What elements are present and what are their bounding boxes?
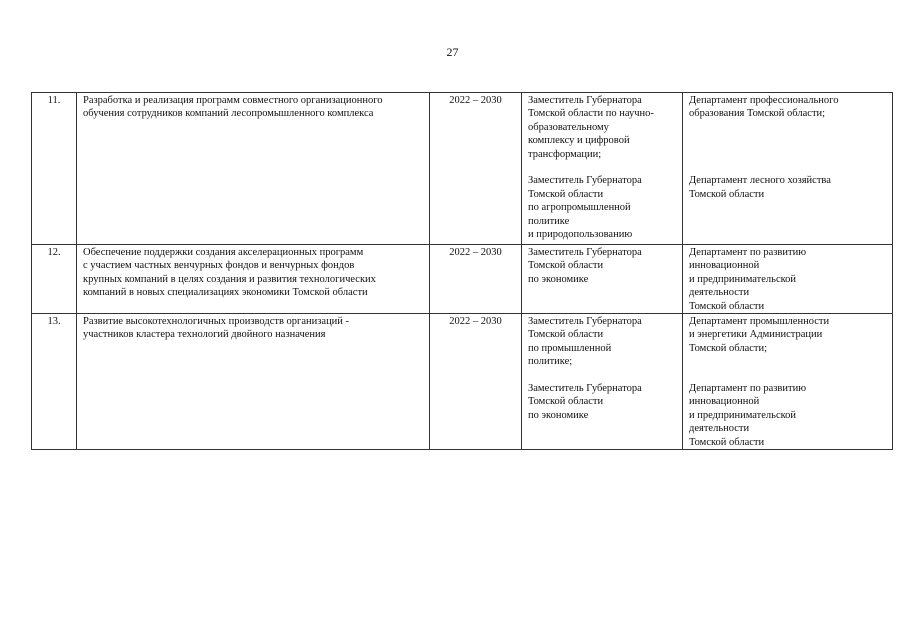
term-cell: 2022 – 2030 xyxy=(430,245,522,314)
curator-text: Заместитель Губернатора xyxy=(528,247,642,258)
curator-text: Томской области xyxy=(528,260,604,272)
curator-text: и природопользованию xyxy=(528,229,633,241)
executor-cell xyxy=(683,245,893,314)
task-text: участников кластера технологий двойного назначения xyxy=(83,329,326,341)
executor-cell xyxy=(683,93,893,245)
task-text: обучения сотрудников компаний лесопромышленного комплекса xyxy=(83,108,374,120)
row-number: 11. xyxy=(32,93,77,245)
curator-text: по агропромышленной xyxy=(528,202,631,214)
executor-text: и предпринимательской xyxy=(689,273,797,285)
curator-text: политике xyxy=(528,215,570,227)
task-text: Развитие высокотехнологичных производств организаций - xyxy=(83,316,350,328)
curator-text: Томской области xyxy=(528,329,604,341)
executor-text: и энергетики Администрации xyxy=(689,329,823,341)
executor-text: инновационной xyxy=(689,260,760,272)
curator-text: комплексу и цифровой xyxy=(528,135,630,147)
curator-text: политике; xyxy=(528,356,573,368)
task-text: Разработка и реализация программ совместного организационного xyxy=(83,95,383,106)
executor-text: Департамент лесного хозяйства xyxy=(689,175,831,187)
curator-text: Томской области xyxy=(528,188,604,200)
curator-text: Заместитель Губернатора xyxy=(528,383,642,395)
curator-text: Заместитель Губернатора xyxy=(528,316,642,328)
curator-text: Заместитель Губернатора xyxy=(528,95,642,106)
curator-text: по промышленной xyxy=(528,342,612,354)
task-text: Обеспечение поддержки создания акселерационных программ xyxy=(83,247,364,258)
row-number: 13. xyxy=(32,314,77,450)
executor-text: Департамент профессионального xyxy=(689,95,839,106)
executor-text: Томской области xyxy=(689,300,765,312)
page-number: 27 xyxy=(446,45,459,59)
executor-cell xyxy=(683,314,893,450)
curator-text: по экономике xyxy=(528,409,589,421)
curator-cell xyxy=(522,93,683,245)
table-row xyxy=(32,314,893,450)
curator-text: Заместитель Губернатора xyxy=(528,175,642,187)
row-number: 12. xyxy=(32,245,77,314)
task-text: компаний в новых специализациях экономики Томской области xyxy=(83,287,368,299)
curator-cell xyxy=(522,314,683,450)
executor-text: инновационной xyxy=(689,396,760,408)
task-cell xyxy=(77,93,430,245)
table-row xyxy=(32,245,893,314)
curator-text: трансформации; xyxy=(528,148,602,160)
curator-cell xyxy=(522,245,683,314)
curator-text: по экономике xyxy=(528,273,589,285)
executor-text: Департамент по развитию xyxy=(689,383,807,395)
term-cell: 2022 – 2030 xyxy=(430,314,522,450)
executor-text: Томской области xyxy=(689,436,765,448)
executor-text: деятельности xyxy=(689,423,750,435)
curator-text: Томской области по научно- xyxy=(528,108,654,120)
term-cell: 2022 – 2030 xyxy=(430,93,522,245)
executor-text: образования Томской области; xyxy=(689,108,826,120)
task-text: крупных компаний в целях создания и развития технологических xyxy=(83,273,376,285)
executor-text: Департамент по развитию xyxy=(689,247,807,258)
executor-text: Томской области xyxy=(689,188,765,200)
curator-text: образовательному xyxy=(528,121,609,133)
executor-text: и предпринимательской xyxy=(689,409,797,421)
curator-text: Томской области xyxy=(528,396,604,408)
task-text: с участием частных венчурных фондов и венчурных фондов xyxy=(83,260,355,272)
measures-table xyxy=(31,92,893,450)
task-cell xyxy=(77,314,430,450)
executor-text: Томской области; xyxy=(689,342,768,354)
task-cell xyxy=(77,245,430,314)
executor-text: Департамент промышленности xyxy=(689,316,830,328)
executor-text: деятельности xyxy=(689,287,750,299)
table-row xyxy=(32,93,893,245)
